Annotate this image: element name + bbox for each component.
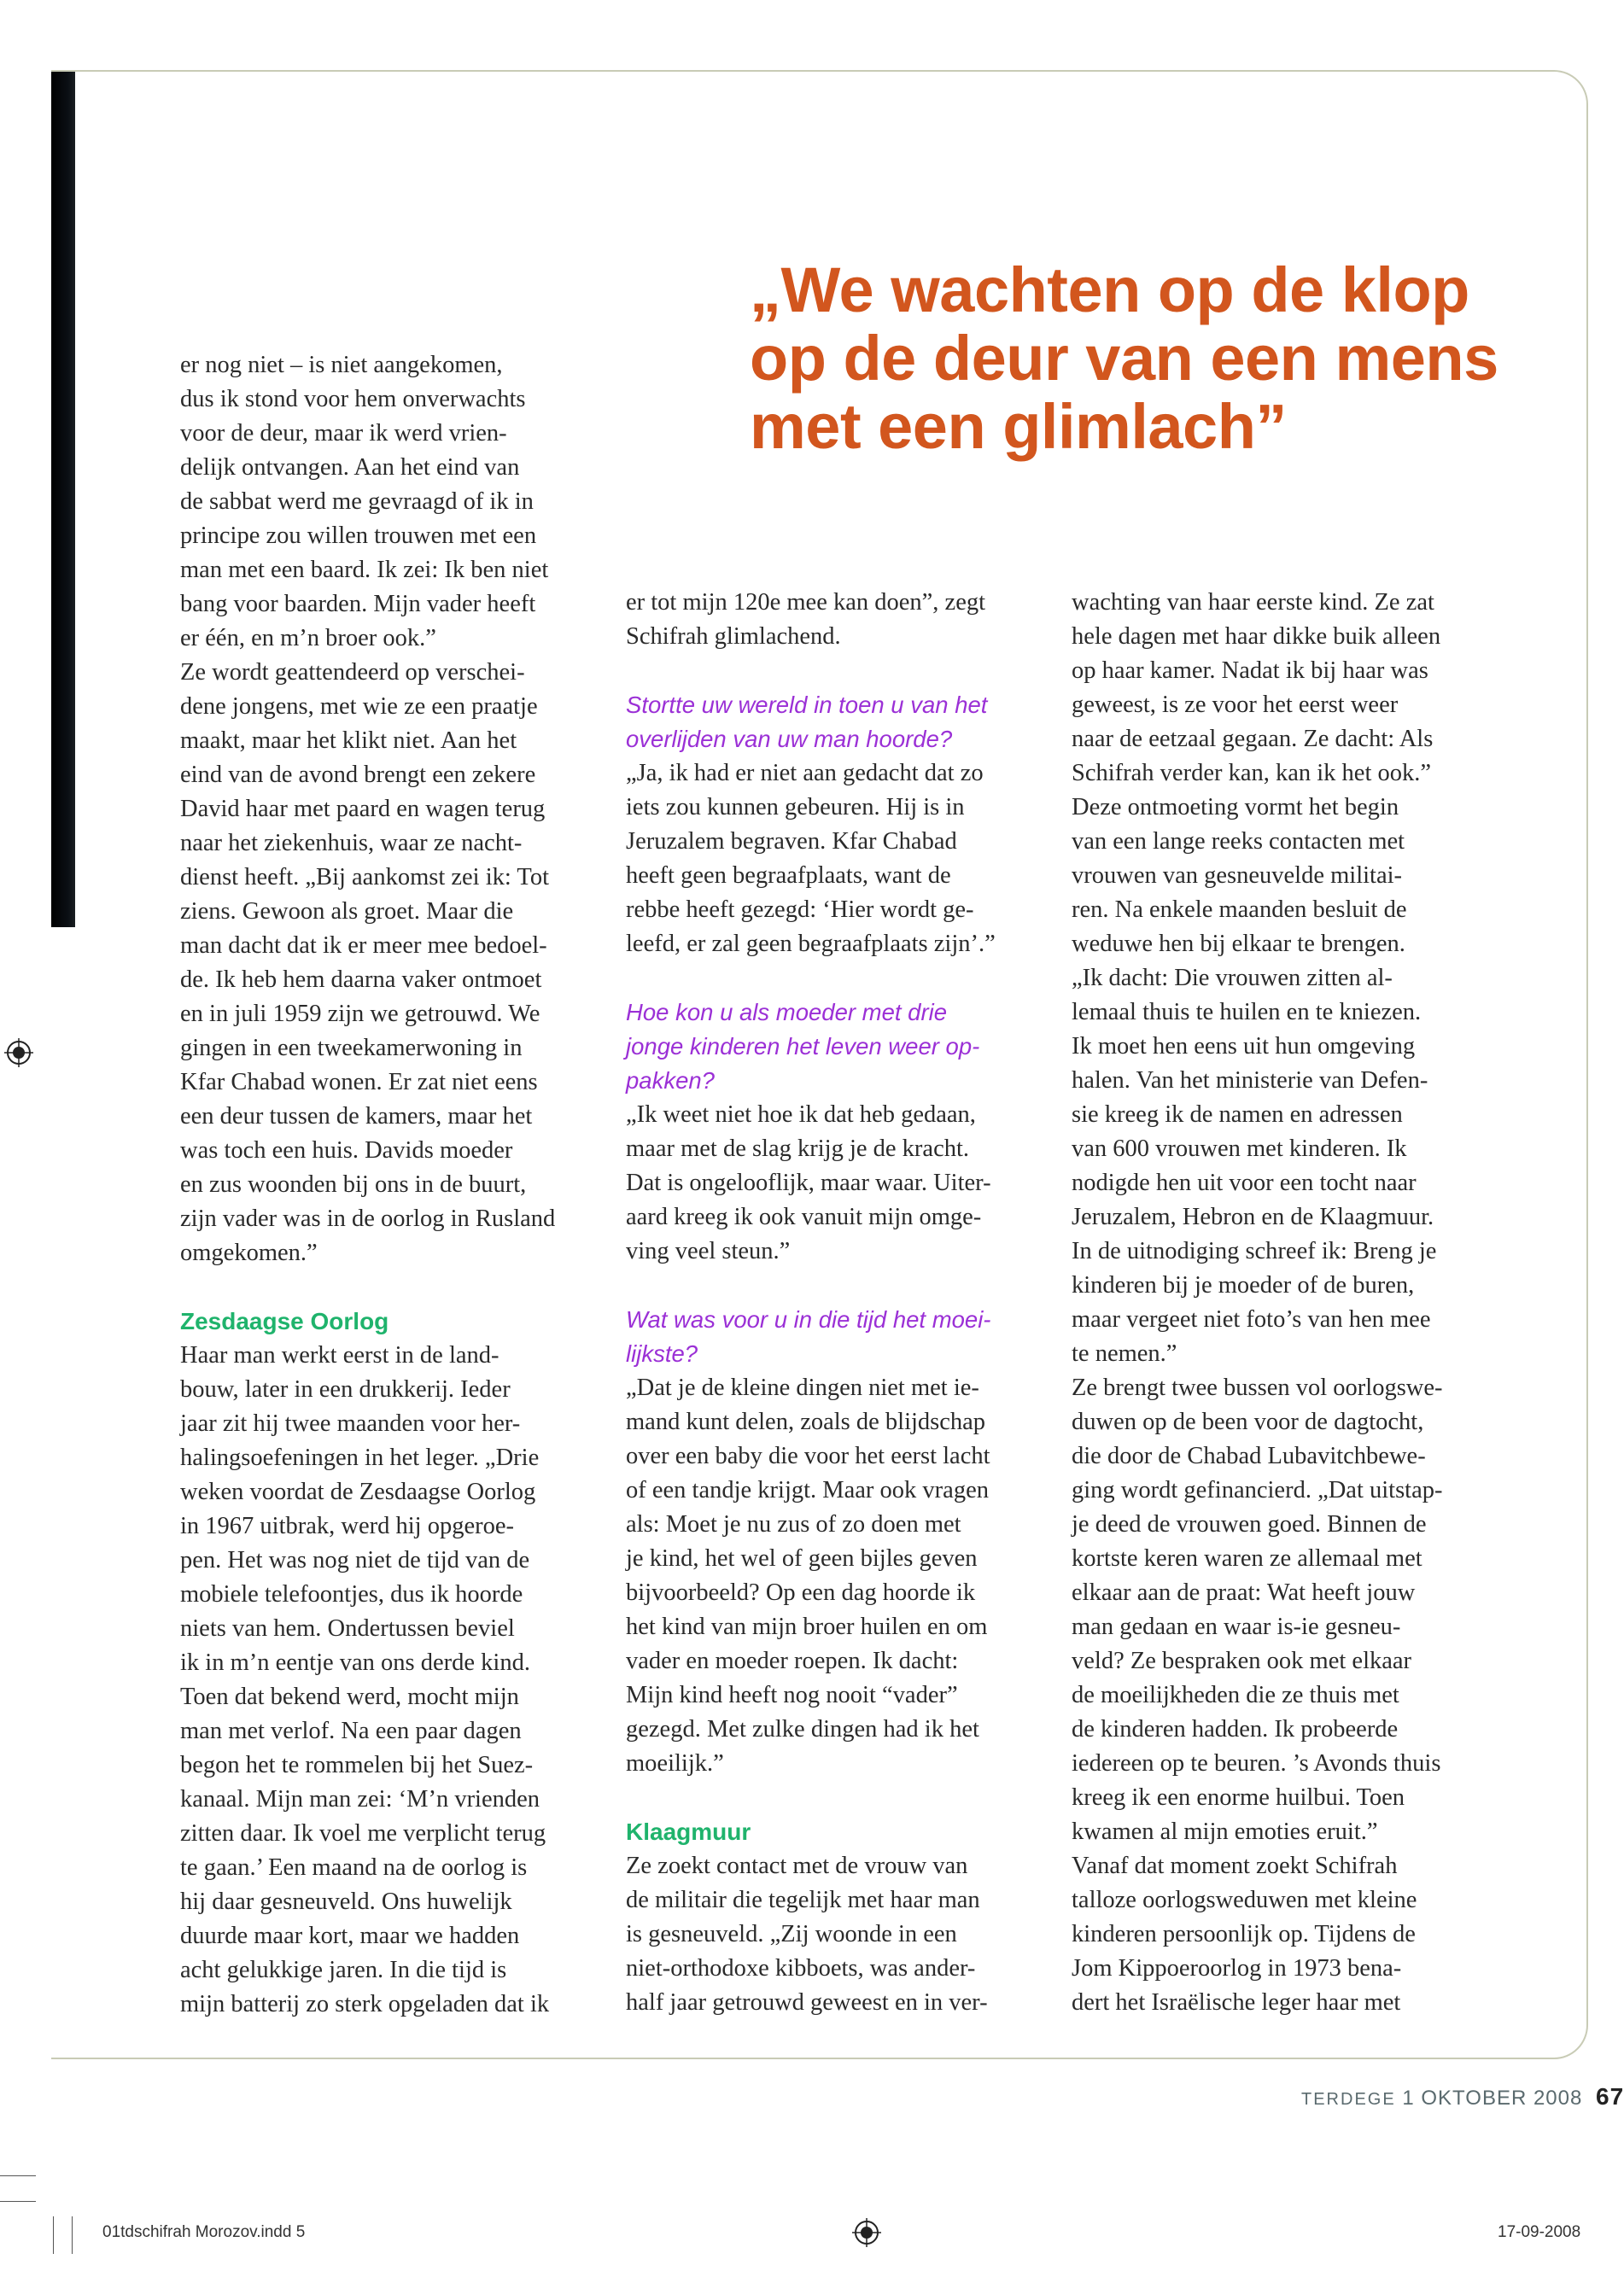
- text-line: en in juli 1959 zijn we getrouwd. We: [180, 1001, 540, 1027]
- text-line: te nemen.”: [1072, 1340, 1177, 1367]
- text-line: pen. Het was nog niet de tijd van de: [180, 1547, 530, 1573]
- photo-edge: [51, 72, 75, 927]
- text-line: van 600 vrouwen met kinderen. Ik: [1072, 1136, 1407, 1162]
- text-line: „Ik dacht: Die vrouwen zitten al-: [1072, 965, 1393, 991]
- interview-answer: [626, 756, 1053, 961]
- text-line: een deur tussen de kamers, maar het: [180, 1103, 533, 1130]
- text-line: ik in m’n eentje van ons derde kind.: [180, 1649, 530, 1676]
- pull-quote-line: met een glimlach”: [750, 391, 1287, 462]
- text-line: Jeruzalem begraven. Kfar Chabad: [626, 828, 957, 855]
- text-line: over een baby die voor het eerst lacht: [626, 1443, 990, 1469]
- text-line: jaar zit hij twee maanden voor her-: [180, 1410, 521, 1437]
- text-line: Dat is ongelooflijk, maar waar. Uiter-: [626, 1170, 991, 1196]
- text-line: delijk ontvangen. Aan het eind van: [180, 454, 520, 481]
- column-1-body-2: [180, 1339, 607, 2022]
- text-line: man dacht dat ik er meer mee bedoel-: [180, 932, 547, 959]
- text-line: Toen dat bekend werd, mocht mijn: [180, 1684, 519, 1710]
- text-line: bijvoorbeeld? Op een dag hoorde ik: [626, 1579, 976, 1606]
- text-line: voor de deur, maar ik werd vrien-: [180, 420, 507, 447]
- text-line: halen. Van het ministerie van Defen-: [1072, 1067, 1428, 1094]
- text-line: man met verlof. Na een paar dagen: [180, 1718, 522, 1744]
- text-line: ving veel steun.”: [626, 1238, 791, 1264]
- pull-quote-line: op de deur van een mens: [750, 323, 1498, 394]
- text-line: ging wordt gefinancierd. „Dat uitstap-: [1072, 1477, 1443, 1503]
- pull-quote-line: „We wachten op de klop: [750, 254, 1469, 325]
- text-line: dus ik stond voor hem onverwachts: [180, 386, 526, 412]
- text-line: veld? Ze bespraken ook met elkaar: [1072, 1648, 1412, 1674]
- column-3-body: [1072, 586, 1498, 2020]
- text-line: aard kreeg ik ook vanuit mijn omge-: [626, 1204, 982, 1230]
- text-line: In de uitnodiging schreef ik: Breng je: [1072, 1238, 1437, 1264]
- text-line: duwen op de been voor de dagtocht,: [1072, 1409, 1424, 1435]
- text-line: kwamen al mijn emoties eruit.”: [1072, 1819, 1378, 1845]
- text-line: sie kreeg ik de namen en adressen: [1072, 1101, 1403, 1128]
- page-number: 67: [1596, 2083, 1624, 2110]
- text-line: dene jongens, met wie ze een praatje: [180, 693, 538, 720]
- text-line: op haar kamer. Nadat ik bij haar was: [1072, 657, 1428, 684]
- text-line: Ze zoekt contact met de vrouw van: [626, 1853, 968, 1879]
- text-line: jonge kinderen het leven weer op-: [626, 1033, 980, 1060]
- text-line: je deed de vrouwen goed. Binnen de: [1072, 1511, 1427, 1538]
- text-line: Wat was voor u in die tijd het moei-: [626, 1306, 991, 1333]
- text-line: de kinderen hadden. Ik probeerde: [1072, 1716, 1399, 1743]
- text-line: Hoe kon u als moeder met drie: [626, 999, 948, 1025]
- text-line: principe zou willen trouwen met een: [180, 523, 537, 549]
- text-line: talloze oorlogsweduwen met kleine: [1072, 1887, 1417, 1913]
- text-line: iedereen op te beuren. ’s Avonds thuis: [1072, 1750, 1441, 1777]
- subhead-zesdaagse-oorlog: Zesdaagse Oorlog: [180, 1308, 389, 1334]
- column-2-body: [626, 586, 1053, 654]
- slug-filename: 01tdschifrah Morozov.indd 5: [102, 2223, 306, 2241]
- text-line: maar met de slag krijg je de kracht.: [626, 1136, 970, 1162]
- interview-question: [626, 688, 1053, 756]
- column-1: [180, 348, 607, 2022]
- text-line: man gedaan en waar is-ie gesneu-: [1072, 1614, 1401, 1640]
- text-line: Ze wordt geattendeerd op verschei-: [180, 659, 525, 686]
- text-line: gezegd. Met zulke dingen had ik het: [626, 1716, 979, 1743]
- text-line: wachting van haar eerste kind. Ze zat: [1072, 589, 1434, 616]
- column-2: [626, 586, 1053, 2020]
- text-line: kinderen bij je moeder of de buren,: [1072, 1272, 1415, 1299]
- text-line: de moeilijkheden die ze thuis met: [1072, 1682, 1399, 1708]
- crop-mark: [72, 2216, 73, 2254]
- text-line: hele dagen met haar dikke buik alleen: [1072, 623, 1441, 650]
- slug-date: 17-09-2008: [1498, 2223, 1581, 2241]
- text-line: niets van hem. Ondertussen beviel: [180, 1615, 515, 1642]
- column-3: [1072, 586, 1498, 2020]
- registration-mark-icon: [4, 1038, 33, 1067]
- subhead-klaagmuur: Klaagmuur: [626, 1819, 751, 1845]
- text-line: Schifrah glimlachend.: [626, 623, 841, 650]
- text-line: maakt, maar het klikt niet. Aan het: [180, 727, 517, 754]
- text-line: acht gelukkige jaren. In die tijd is: [180, 1957, 507, 1983]
- text-line: is gesneuveld. „Zij woonde in een: [626, 1921, 957, 1947]
- text-line: leefd, er zal geen begraafplaats zijn’.”: [626, 931, 996, 957]
- column-1-body: [180, 348, 607, 1270]
- text-line: de sabbat werd me gevraagd of ik in: [180, 488, 534, 515]
- registration-mark-icon: [852, 2218, 881, 2247]
- text-line: bang voor baarden. Mijn vader heeft: [180, 591, 536, 617]
- text-line: kinderen persoonlijk op. Tijdens de: [1072, 1921, 1416, 1947]
- text-line: Deze ontmoeting vormt het begin: [1072, 794, 1399, 820]
- text-line: en zus woonden bij ons in de buurt,: [180, 1171, 527, 1198]
- text-line: er tot mijn 120e mee kan doen”, zegt: [626, 589, 986, 616]
- text-line: Ik moet hen eens uit hun omgeving: [1072, 1033, 1416, 1060]
- text-line: hij daar gesneuveld. Ons huwelijk: [180, 1889, 512, 1915]
- text-line: dienst heeft. „Bij aankomst zei ik: Tot: [180, 864, 550, 890]
- text-line: „Ik weet niet hoe ik dat heb gedaan,: [626, 1101, 976, 1128]
- text-line: er nog niet – is niet aangekomen,: [180, 352, 503, 378]
- text-line: David haar met paard en wagen terug: [180, 796, 546, 822]
- text-line: niet-orthodoxe kibboets, was ander-: [626, 1955, 976, 1982]
- pull-quote: [750, 256, 1518, 461]
- text-line: nodigde hen uit voor een tocht naar: [1072, 1170, 1417, 1196]
- text-line: Jom Kippoeroorlog in 1973 bena-: [1072, 1955, 1402, 1982]
- text-line: naar het ziekenhuis, waar ze nacht-: [180, 830, 523, 856]
- text-line: mijn batterij zo sterk opgeladen dat ik: [180, 1991, 550, 2017]
- text-line: weduwe hen bij elkaar te brengen.: [1072, 931, 1405, 957]
- text-line: halingsoefeningen in het leger. „Drie: [180, 1445, 540, 1471]
- text-line: overlijden van uw man hoorde?: [626, 726, 953, 752]
- text-line: omgekomen.”: [180, 1240, 318, 1266]
- text-line: het kind van mijn broer huilen en om: [626, 1614, 988, 1640]
- text-line: of een tandje krijgt. Maar ook vragen: [626, 1477, 989, 1503]
- text-line: mand kunt delen, zoals de blijdschap: [626, 1409, 986, 1435]
- text-line: ziens. Gewoon als groet. Maar die: [180, 898, 514, 925]
- interview-question: [626, 995, 1053, 1098]
- text-line: Ze brengt twee bussen vol oorlogswe-: [1072, 1375, 1443, 1401]
- text-line: weken voordat de Zesdaagse Oorlog: [180, 1479, 536, 1505]
- text-line: man met een baard. Ik zei: Ik ben niet: [180, 557, 549, 583]
- text-line: kortste keren waren ze allemaal met: [1072, 1545, 1422, 1572]
- interview-answer: [626, 1098, 1053, 1269]
- magazine-name: TERDEGE: [1301, 2090, 1396, 2109]
- text-line: „Dat je de kleine dingen niet met ie-: [626, 1375, 979, 1401]
- text-line: van een lange reeks contacten met: [1072, 828, 1405, 855]
- text-line: moeilijk.”: [626, 1750, 724, 1777]
- text-line: Vanaf dat moment zoekt Schifrah: [1072, 1853, 1398, 1879]
- issue-date: 1 OKTOBER 2008: [1402, 2087, 1583, 2110]
- text-line: iets zou kunnen gebeuren. Hij is in: [626, 794, 965, 820]
- text-line: te gaan.’ Een maand na de oorlog is: [180, 1854, 528, 1881]
- text-line: geweest, is ze voor het eerst weer: [1072, 692, 1399, 718]
- text-line: kreeg ik een enorme huilbui. Toen: [1072, 1784, 1405, 1811]
- text-line: elkaar aan de praat: Wat heeft jouw: [1072, 1579, 1416, 1606]
- text-line: Jeruzalem, Hebron en de Klaagmuur.: [1072, 1204, 1434, 1230]
- text-line: lijkste?: [626, 1340, 698, 1367]
- text-line: de militair die tegelijk met haar man: [626, 1887, 980, 1913]
- column-2-body-2: [626, 1849, 1053, 2020]
- text-line: maar vergeet niet foto’s van hen mee: [1072, 1306, 1431, 1333]
- text-line: er één, en m’n broer ook.”: [180, 625, 436, 651]
- text-line: lemaal thuis te huilen en te kniezen.: [1072, 999, 1422, 1025]
- crop-mark: [0, 2175, 36, 2176]
- text-line: vader en moeder roepen. Ik dacht:: [626, 1648, 959, 1674]
- text-line: die door de Chabad Lubavitchbewe-: [1072, 1443, 1426, 1469]
- text-line: duurde maar kort, maar we hadden: [180, 1923, 520, 1949]
- text-line: zijn vader was in de oorlog in Rusland: [180, 1206, 556, 1232]
- text-line: Schifrah verder kan, kan ik het ook.”: [1072, 760, 1432, 786]
- text-line: Kfar Chabad wonen. Er zat niet eens: [180, 1069, 538, 1095]
- text-line: rebbe heeft gezegd: ‘Hier wordt ge-: [626, 896, 974, 923]
- text-line: Mijn kind heeft nog nooit “vader”: [626, 1682, 958, 1708]
- text-line: begon het te rommelen bij het Suez-: [180, 1752, 534, 1778]
- interview-answer: [626, 1371, 1053, 1781]
- page-footer: [1301, 2083, 1624, 2110]
- text-line: was toch een huis. Davids moeder: [180, 1137, 513, 1164]
- text-line: kanaal. Mijn man zei: ‘M’n vrienden: [180, 1786, 540, 1813]
- text-line: gingen in een tweekamerwoning in: [180, 1035, 523, 1061]
- text-line: zitten daar. Ik voel me verplicht terug: [180, 1820, 546, 1847]
- text-line: bouw, later in een drukkerij. Ieder: [180, 1376, 511, 1403]
- text-line: als: Moet je nu zus of zo doen met: [626, 1511, 961, 1538]
- crop-mark: [53, 2216, 54, 2254]
- text-line: pakken?: [626, 1067, 715, 1094]
- text-line: ren. Na enkele maanden besluit de: [1072, 896, 1407, 923]
- text-line: „Ja, ik had er niet aan gedacht dat zo: [626, 760, 984, 786]
- text-line: Stortte uw wereld in toen u van het: [626, 692, 988, 718]
- text-line: in 1967 uitbrak, werd hij opgeroe-: [180, 1513, 514, 1539]
- text-line: dert het Israëlische leger haar met: [1072, 1989, 1401, 2016]
- text-line: vrouwen van gesneuvelde militai-: [1072, 862, 1403, 889]
- text-line: mobiele telefoontjes, dus ik hoorde: [180, 1581, 523, 1608]
- text-line: de. Ik heb hem daarna vaker ontmoet: [180, 966, 542, 993]
- crop-mark: [0, 2201, 36, 2202]
- interview-question: [626, 1303, 1053, 1371]
- text-line: je kind, het wel of geen bijles geven: [626, 1545, 978, 1572]
- text-line: eind van de avond brengt een zekere: [180, 762, 536, 788]
- text-line: Haar man werkt eerst in de land-: [180, 1342, 499, 1369]
- text-line: half jaar getrouwd geweest en in ver-: [626, 1989, 988, 2016]
- text-line: naar de eetzaal gegaan. Ze dacht: Als: [1072, 726, 1434, 752]
- text-line: heeft geen begraafplaats, want de: [626, 862, 951, 889]
